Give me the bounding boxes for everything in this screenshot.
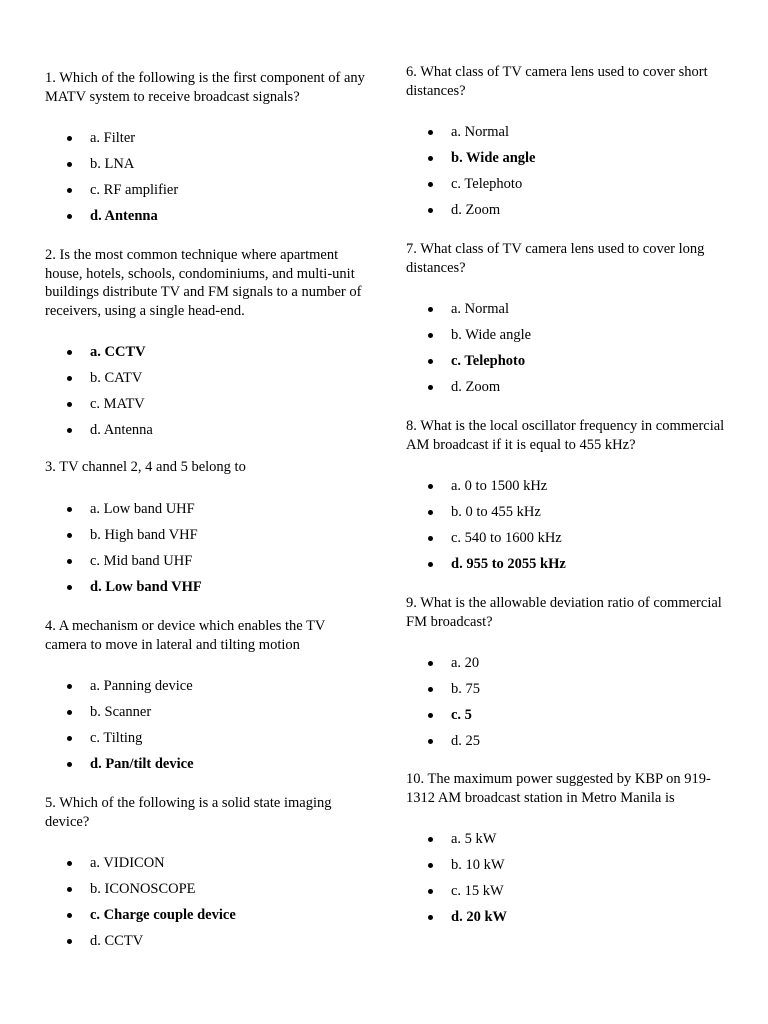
answer-option — [45, 369, 365, 395]
bullet-icon — [67, 559, 72, 564]
answer-option — [406, 123, 728, 149]
option-label: a. Low band UHF — [90, 500, 195, 517]
bullet-icon — [428, 863, 433, 868]
question-10 — [406, 770, 728, 934]
answer-option — [406, 732, 728, 758]
answer-option — [406, 856, 728, 882]
option-label: b. Scanner — [90, 704, 152, 720]
option-label: d. 25 — [451, 733, 480, 749]
question-3 — [45, 458, 365, 604]
bullet-icon — [428, 307, 433, 312]
bullet-icon — [428, 359, 433, 364]
question-9 — [406, 594, 728, 758]
bullet-icon — [428, 156, 433, 161]
answer-option — [406, 149, 728, 175]
bullet-icon — [67, 533, 72, 538]
option-label: a. VIDICON — [90, 855, 165, 871]
answer-option — [406, 352, 728, 378]
bullet-icon — [67, 913, 72, 918]
answer-option — [45, 181, 365, 207]
bullet-icon — [428, 661, 433, 666]
question-text: 7. What class of TV camera lens used to cover long distances? — [406, 241, 705, 276]
answer-option — [45, 526, 365, 552]
question-text: 8. What is the local oscillator frequency in commercial AM broadcast if it is equal to 455 kHz? — [406, 418, 725, 453]
option-label: c. 5 — [451, 707, 472, 723]
answer-options — [45, 343, 365, 447]
spacer — [406, 277, 728, 300]
answer-option — [45, 755, 365, 781]
question-5 — [45, 794, 365, 958]
bullet-icon — [428, 713, 433, 718]
bullet-icon — [428, 510, 433, 515]
answer-option — [406, 175, 728, 201]
option-label: c. Charge couple device — [90, 907, 236, 923]
option-label: a. Normal — [451, 301, 509, 317]
spacer — [406, 454, 728, 477]
bullet-icon — [67, 887, 72, 892]
spacer — [45, 320, 365, 343]
option-label: a. CCTV — [90, 344, 146, 360]
answer-options — [406, 830, 728, 934]
bullet-icon — [428, 687, 433, 692]
bullet-icon — [428, 130, 433, 135]
spacer — [45, 831, 365, 854]
spacer — [45, 477, 365, 500]
option-label: b. LNA — [90, 156, 135, 172]
option-label: a. Panning device — [90, 678, 193, 694]
answer-option — [406, 882, 728, 908]
option-label: d. Zoom — [451, 379, 501, 395]
answer-options — [406, 477, 728, 581]
question-text: 3. TV channel 2, 4 and 5 belong to — [45, 459, 246, 475]
question-7 — [406, 240, 728, 404]
answer-option — [45, 343, 365, 369]
answer-option — [406, 201, 728, 227]
bullet-icon — [428, 837, 433, 842]
question-1 — [45, 69, 365, 233]
option-label: d. Low band VHF — [90, 578, 202, 595]
answer-option — [406, 830, 728, 856]
answer-options — [45, 500, 365, 604]
answer-options — [45, 854, 365, 958]
bullet-icon — [67, 136, 72, 141]
option-label: c. 15 kW — [451, 883, 504, 899]
question-4 — [45, 617, 365, 781]
bullet-icon — [67, 350, 72, 355]
option-label: a. 20 — [451, 655, 480, 671]
option-label: d. Pan/tilt device — [90, 756, 194, 772]
spacer — [406, 100, 728, 123]
bullet-icon — [428, 739, 433, 744]
answer-option — [45, 854, 365, 880]
option-label: c. RF amplifier — [90, 182, 179, 198]
option-label: b. High band VHF — [90, 526, 198, 543]
answer-option — [45, 421, 365, 447]
option-label: c. Mid band UHF — [90, 552, 193, 569]
bullet-icon — [428, 562, 433, 567]
answer-option — [45, 703, 365, 729]
bullet-icon — [67, 762, 72, 767]
answer-option — [45, 552, 365, 578]
answer-option — [406, 477, 728, 503]
answer-option — [406, 503, 728, 529]
answer-option — [45, 932, 365, 958]
option-label: a. Normal — [451, 124, 509, 140]
bullet-icon — [428, 182, 433, 187]
option-label: b. ICONOSCOPE — [90, 881, 196, 897]
answer-option — [406, 378, 728, 404]
option-label: b. Wide angle — [451, 150, 536, 166]
option-label: c. Telephoto — [451, 353, 526, 369]
question-text: 10. The maximum power suggested by KBP on 919-1312 AM broadcast station in Metro Manila is — [406, 771, 711, 806]
bullet-icon — [67, 376, 72, 381]
bullet-icon — [428, 889, 433, 894]
question-text: 9. What is the allowable deviation ratio of commercial FM broadcast? — [406, 595, 722, 630]
spacer — [406, 631, 728, 654]
answer-option — [406, 908, 728, 934]
question-text: 1. Which of the following is the first component of any MATV system to receive broadcast signals? — [45, 70, 365, 105]
answer-option — [45, 395, 365, 421]
bullet-icon — [67, 214, 72, 219]
answer-option — [45, 207, 365, 233]
bullet-icon — [428, 333, 433, 338]
option-label: a. 0 to 1500 kHz — [451, 478, 548, 494]
question-2 — [45, 246, 365, 447]
bullet-icon — [67, 710, 72, 715]
question-text: 5. Which of the following is a solid state imaging device? — [45, 795, 332, 830]
answer-option — [45, 906, 365, 932]
bullet-icon — [428, 385, 433, 390]
option-label: d. CCTV — [90, 933, 144, 949]
bullet-icon — [428, 208, 433, 213]
bullet-icon — [67, 402, 72, 407]
answer-option — [406, 654, 728, 680]
answer-option — [406, 680, 728, 706]
bullet-icon — [67, 188, 72, 193]
answer-option — [406, 300, 728, 326]
question-text: 6. What class of TV camera lens used to cover short distances? — [406, 64, 708, 99]
spacer — [45, 654, 365, 677]
option-label: c. Telephoto — [451, 176, 523, 192]
bullet-icon — [67, 684, 72, 689]
question-text: 2. Is the most common technique where apartment house, hotels, schools, condominiums, and multi-unit buildings distribute TV and FM signals to a number of receivers, using a single head-end. — [45, 247, 362, 319]
answer-options — [45, 677, 365, 781]
bullet-icon — [67, 428, 72, 433]
answer-option — [406, 326, 728, 352]
bullet-icon — [67, 736, 72, 741]
option-label: a. 5 kW — [451, 831, 497, 847]
question-text: 4. A mechanism or device which enables the TV camera to move in lateral and tilting motion — [45, 618, 326, 653]
option-label: d. Zoom — [451, 202, 501, 218]
answer-option — [45, 129, 365, 155]
option-label: d. 20 kW — [451, 909, 508, 925]
answer-option — [45, 155, 365, 181]
question-8 — [406, 417, 728, 581]
answer-option — [45, 500, 365, 526]
option-label: b. 10 kW — [451, 857, 505, 873]
answer-option — [45, 677, 365, 703]
option-label: d. Antenna — [90, 208, 158, 224]
answer-option — [45, 578, 365, 604]
option-label: b. 75 — [451, 681, 480, 697]
answer-option — [406, 529, 728, 555]
option-label: c. MATV — [90, 396, 145, 412]
bullet-icon — [428, 484, 433, 489]
bullet-icon — [67, 507, 72, 512]
answer-option — [406, 555, 728, 581]
option-label: b. 0 to 455 kHz — [451, 504, 541, 520]
option-label: d. 955 to 2055 kHz — [451, 556, 566, 572]
answer-options — [406, 654, 728, 758]
answer-options — [406, 300, 728, 404]
bullet-icon — [428, 536, 433, 541]
spacer — [406, 807, 728, 830]
bullet-icon — [67, 585, 72, 590]
option-label: c. 540 to 1600 kHz — [451, 530, 562, 546]
question-6 — [406, 63, 728, 227]
option-label: b. CATV — [90, 370, 143, 386]
option-label: a. Filter — [90, 130, 136, 146]
option-label: d. Antenna — [90, 422, 153, 438]
answer-option — [45, 729, 365, 755]
answer-options — [406, 123, 728, 227]
answer-option — [406, 706, 728, 732]
spacer — [45, 106, 365, 129]
bullet-icon — [428, 915, 433, 920]
bullet-icon — [67, 939, 72, 944]
bullet-icon — [67, 861, 72, 866]
answer-options — [45, 129, 365, 233]
bullet-icon — [67, 162, 72, 167]
option-label: b. Wide angle — [451, 327, 532, 343]
option-label: c. Tilting — [90, 730, 143, 746]
answer-option — [45, 880, 365, 906]
